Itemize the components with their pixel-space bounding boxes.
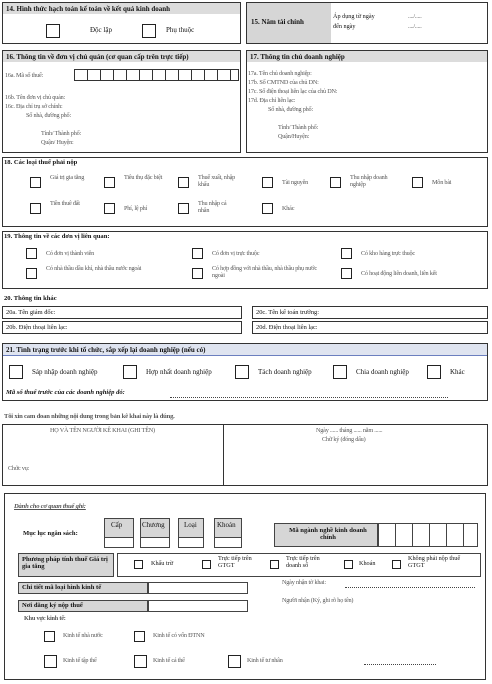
den-ngay-value[interactable]: ..../.....	[408, 23, 422, 30]
tax-xnk-checkbox[interactable]	[178, 177, 189, 188]
section-16-title: 16. Thông tin về đơn vị chủ quản (cơ quan cấp trên trực tiếp)	[3, 51, 240, 62]
chi-tiet-label: Chi tiết mã loại hình kinh tế	[22, 584, 102, 591]
ap-dung-value[interactable]: ..../.....	[408, 13, 422, 20]
kv-nhanuoc-label: Kinh tế nhà nước	[63, 632, 103, 639]
s21-sapnhap-checkbox[interactable]	[9, 365, 23, 379]
tax-gtgt-label: Giá trị gia tăng	[50, 174, 85, 181]
chuong-value[interactable]	[140, 538, 170, 548]
tax-philephi-label: Phí, lệ phí	[124, 205, 148, 212]
section-14-title: 14. Hình thức hạch toán kế toán về kết quả kinh doanh	[3, 3, 240, 14]
khoan-value[interactable]	[214, 538, 242, 548]
kv-dtnn-checkbox[interactable]	[134, 631, 145, 642]
rel-thanhvien-checkbox[interactable]	[26, 248, 37, 259]
doc-lap-checkbox[interactable]	[46, 24, 60, 38]
s21-chia-label: Chia doanh nghiệp	[356, 368, 409, 376]
s20d-field[interactable]: 20d. Điện thoại liên lạc:	[252, 321, 488, 334]
tax-ttdb-checkbox[interactable]	[104, 177, 115, 188]
s17-ten-label: 17a. Tên chủ doanh nghiệp:	[248, 70, 312, 77]
tax-gtgt-checkbox[interactable]	[30, 177, 41, 188]
s16-quan-label: Quận/ Huyện:	[41, 139, 74, 146]
s21-mst-label: Mã số thuế trước của các doanh nghiệp đó:	[6, 389, 125, 396]
s17-dt-label: 17c. Số điện thoại liên lạc của chủ DN:	[248, 88, 338, 95]
tax-xnk-label: Thuế xuất, nhập khẩu	[198, 174, 236, 188]
den-ngay-label: đến ngày	[333, 23, 356, 30]
s20a-field[interactable]: 20a. Tên giám đốc:	[2, 306, 242, 319]
section-19-title: 19. Thông tin về các đơn vị liên quan:	[4, 233, 110, 240]
s17-tinh-label: Tỉnh/ Thành phố:	[278, 124, 318, 131]
tax-tndn-checkbox[interactable]	[330, 177, 341, 188]
muc-luc-label: Mục lục ngân sách:	[23, 530, 78, 537]
ngay-nhan-line[interactable]	[345, 587, 475, 588]
ma-nganh-label: Mã ngành nghề kinh doanh chính	[289, 527, 367, 542]
s21-tach-checkbox[interactable]	[235, 365, 249, 379]
cap-value[interactable]	[104, 538, 134, 548]
kv-tunhan-label: Kinh tế tư nhân	[247, 657, 283, 664]
s21-khac-label: Khác	[450, 368, 465, 376]
tax-philephi-checkbox[interactable]	[104, 203, 115, 214]
ppt-tructiep-ds-checkbox[interactable]	[270, 560, 279, 569]
tax-tainguyen-label: Tài nguyên	[282, 179, 309, 186]
s16-diachi-label: 16c. Địa chỉ trụ sở chính:	[5, 103, 63, 110]
tax-monbai-label: Môn bài	[432, 179, 452, 186]
section-17-title: 17. Thông tin chủ doanh nghiệp	[247, 51, 487, 62]
s21-khac-checkbox[interactable]	[427, 365, 441, 379]
kv-nhanuoc-checkbox[interactable]	[44, 631, 55, 642]
noi-dk-value[interactable]	[148, 600, 248, 612]
khu-vuc-label: Khu vực kinh tế:	[24, 615, 66, 622]
ppt-tructiep-ds-label: Trực tiếp trên doanh số	[286, 555, 320, 569]
s17-quan-label: Quận/Huyện:	[278, 133, 310, 140]
rel-khohang-label: Có kho hàng trực thuộc	[361, 250, 415, 257]
rel-hopdong-label: Có hợp đồng với nhà thầu, nhà thầu phụ nước ngoài	[212, 265, 317, 279]
kv-taptheu-label: Kinh tế tập thể	[63, 657, 97, 664]
s21-sapnhap-label: Sáp nhập doanh nghiệp	[32, 368, 98, 376]
section-20-title: 20. Thông tin khác	[4, 295, 57, 302]
sign-stamp-label: Chữ ký (đóng dấu)	[322, 436, 366, 443]
rel-thanhvien-label: Có đơn vị thành viên	[46, 250, 95, 257]
ppt-khongnop-label: Không phải nộp thuế GTGT	[408, 555, 461, 569]
section-18-title: 18. Các loại thuế phải nộp	[4, 159, 78, 166]
kv-cathe-checkbox[interactable]	[134, 655, 147, 668]
rel-tructhuoc-checkbox[interactable]	[192, 248, 203, 259]
tax-ttdb-label: Tiêu thụ đặc biệt	[124, 174, 163, 181]
phu-thuoc-label: Phụ thuộc	[166, 26, 195, 34]
phu-thuoc-checkbox[interactable]	[142, 24, 156, 38]
tax-tndn-label: Thu nhập doanh nghiệp	[350, 174, 388, 188]
tax-monbai-checkbox[interactable]	[412, 177, 423, 188]
kv-signature-line[interactable]	[364, 664, 436, 665]
kv-tunhan-checkbox[interactable]	[228, 655, 241, 668]
tax-tncn-label: Thu nhập cá nhân	[198, 200, 227, 214]
s17-cmtnd-label: 17b. Số CMTND của chủ DN:	[248, 79, 319, 86]
rel-tructhuoc-label: Có đơn vị trực thuộc	[212, 250, 260, 257]
tax-khac-label: Khác	[282, 205, 295, 212]
tax-khac-checkbox[interactable]	[262, 203, 273, 214]
loai-value[interactable]	[178, 538, 204, 548]
section-15-title: 15. Năm tài chính	[251, 18, 304, 26]
doc-lap-label: Độc lập	[90, 26, 112, 34]
kv-taptheu-checkbox[interactable]	[44, 655, 57, 668]
rel-hopdong-checkbox[interactable]	[192, 268, 203, 279]
signature-divider	[223, 425, 224, 485]
s21-chia-checkbox[interactable]	[333, 365, 347, 379]
chi-tiet-value[interactable]	[148, 582, 248, 594]
s16-ten-label: 16b. Tên đơn vị chủ quản:	[5, 94, 66, 101]
section-18	[2, 157, 488, 227]
s16-tinh-label: Tỉnh/ Thành phố:	[41, 130, 81, 137]
rel-liendoanh-label: Có hoạt động liên doanh, liên kết	[361, 270, 437, 277]
ppt-khoan-label: Khoán	[359, 560, 376, 567]
kv-dtnn-label: Kinh tế có vốn ĐTNN	[153, 632, 205, 639]
rel-nhathau-checkbox[interactable]	[26, 268, 37, 279]
rel-nhathau-label: Có nhà thầu dầu khí, nhà thầu nước ngoài	[46, 265, 142, 272]
signer-position-label: Chức vụ:	[8, 465, 30, 472]
ppt-khautru-checkbox[interactable]	[134, 560, 143, 569]
section-21-title: 21. Tình trạng trước khi tổ chức, sắp xếp lại doanh nghiệp (nếu có)	[3, 344, 487, 356]
ppt-khongnop-checkbox[interactable]	[392, 560, 401, 569]
nguoi-nhan-label: Người nhận (Ký, ghi rõ họ tên)	[282, 597, 354, 604]
s20b-field[interactable]: 20b. Điện thoại liên lạc:	[2, 321, 242, 334]
ppt-label: Phương pháp tính thuế Giá trị gia tăng	[22, 556, 108, 571]
s21-mst-line[interactable]	[170, 397, 448, 398]
tax-tienthuedat-checkbox[interactable]	[30, 203, 41, 214]
s20c-field[interactable]: 20c. Tên kế toán trưởng:	[252, 306, 488, 319]
ppt-tructiep-gtgt-label: Trực tiếp trên GTGT	[218, 555, 252, 569]
s16-mst-label: 16a. Mã số thuế:	[5, 72, 44, 79]
noi-dk-label: Nơi đăng ký nộp thuế	[22, 602, 83, 609]
ppt-tructiep-gtgt-checkbox[interactable]	[202, 560, 211, 569]
s17-diachi-label: 17d. Địa chỉ liên lạc:	[248, 97, 296, 104]
rel-khohang-checkbox[interactable]	[341, 248, 352, 259]
s16-sonha-label: Số nhà, đường phố:	[26, 112, 71, 119]
s16-mst-boxes[interactable]	[74, 69, 239, 81]
tax-tncn-checkbox[interactable]	[178, 203, 189, 214]
signer-name-label: HỌ VÀ TÊN NGƯỜI KÊ KHAI (GHI TÊN)	[50, 427, 155, 434]
s17-sonha-label: Số nhà, đường phố:	[268, 106, 313, 113]
kv-cathe-label: Kinh tế cá thể	[153, 657, 185, 664]
cap-label: Cấp	[111, 521, 123, 529]
tax-office-title: Dành cho cơ quan thuế ghi:	[14, 503, 86, 510]
khoan-label: Khoản	[217, 521, 236, 529]
ppt-khautru-label: Khấu trừ	[151, 560, 174, 567]
tax-tienthuedat-label: Tiền thuê đất	[50, 200, 80, 207]
s21-tach-label: Tách doanh nghiệp	[258, 368, 312, 376]
s21-hopnhat-checkbox[interactable]	[123, 365, 137, 379]
s21-hopnhat-label: Hợp nhất doanh nghiệp	[146, 368, 212, 376]
rel-liendoanh-checkbox[interactable]	[341, 268, 352, 279]
tax-tainguyen-checkbox[interactable]	[262, 177, 273, 188]
loai-label: Loại	[184, 521, 197, 529]
chuong-label: Chương	[142, 521, 165, 529]
ma-nganh-value[interactable]	[378, 523, 478, 547]
ngay-nhan-label: Ngày nhận tờ khai:	[282, 579, 326, 586]
ppt-khoan-checkbox[interactable]	[344, 560, 353, 569]
sign-date-label: Ngày ...... tháng ...... năm ......	[316, 427, 383, 434]
ap-dung-label: Áp dụng từ ngày	[333, 13, 375, 20]
declaration-text: Tôi xin cam đoan những nội dung trong bản kê khai này là đúng.	[4, 413, 175, 420]
